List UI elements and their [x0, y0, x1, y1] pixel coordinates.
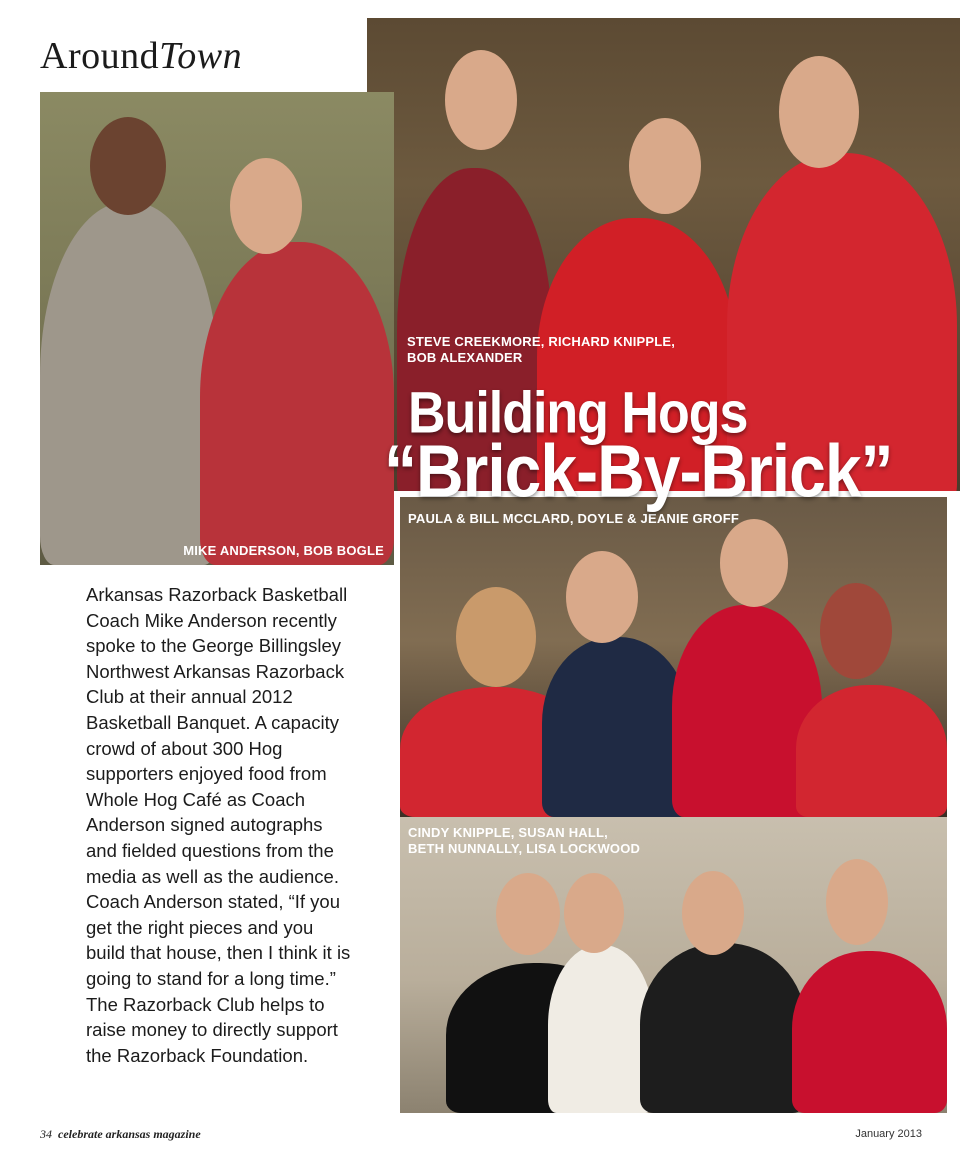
photo-caption: PAULA & BILL MCCLARD, DOYLE & JEANIE GROFF	[408, 511, 739, 526]
photo-anderson-bogle	[40, 92, 394, 565]
article-line: the Razorback Foundation.	[86, 1044, 309, 1066]
article-line: Arkansas Razorback Basketball	[86, 584, 348, 605]
article-line: Basketball Banquet. A capacity	[86, 711, 340, 733]
section-title	[40, 34, 242, 78]
headline-line-1: Building Hogs	[408, 381, 748, 447]
article-line: Anderson signed autographs	[86, 814, 323, 836]
section-title-italic: Town	[159, 35, 243, 77]
article-line: Coach Anderson stated, “If you	[86, 891, 341, 913]
page-number: 34	[40, 1127, 52, 1141]
section-title-regular: Around	[40, 35, 160, 77]
article-body	[86, 582, 391, 1068]
article-line: spoke to the George Billingsley	[86, 635, 342, 657]
article-line: Coach Mike Anderson recently	[86, 609, 337, 631]
article-line: going to stand for a long time.”	[86, 967, 336, 989]
headline-line-2: “Brick-By-Brick”	[384, 429, 893, 512]
photo-knipple-hall-nunnally-lockwood	[400, 817, 947, 1113]
article-line: get the right pieces and you	[86, 916, 314, 938]
article-line: Whole Hog Café as Coach	[86, 788, 306, 810]
article-line: crowd of about 300 Hog	[86, 737, 283, 759]
article-line: Club at their annual 2012	[86, 686, 293, 708]
publication-name: celebrate arkansas magazine	[58, 1127, 201, 1141]
photo-caption: CINDY KNIPPLE, SUSAN HALL, BETH NUNNALLY, LISA LOCKWOOD	[408, 825, 641, 856]
article-line: The Razorback Club helps to	[86, 993, 325, 1015]
photo-caption: STEVE CREEKMORE, RICHARD KNIPPLE, BOB ALEXANDER	[407, 334, 676, 365]
article-line: build that house, then I think it is	[86, 942, 351, 964]
article-line: media as well as the audience.	[86, 865, 339, 887]
article-line: Northwest Arkansas Razorback	[86, 660, 345, 682]
issue-date: January 2013	[855, 1128, 922, 1140]
article-line: supporters enjoyed food from	[86, 763, 327, 785]
article-line: and fielded questions from the	[86, 839, 334, 861]
photo-mcclard-groff	[400, 497, 947, 817]
page-footer-left	[40, 1127, 201, 1142]
article-line: raise money to directly support	[86, 1019, 338, 1041]
photo-caption: MIKE ANDERSON, BOB BOGLE	[183, 543, 384, 558]
